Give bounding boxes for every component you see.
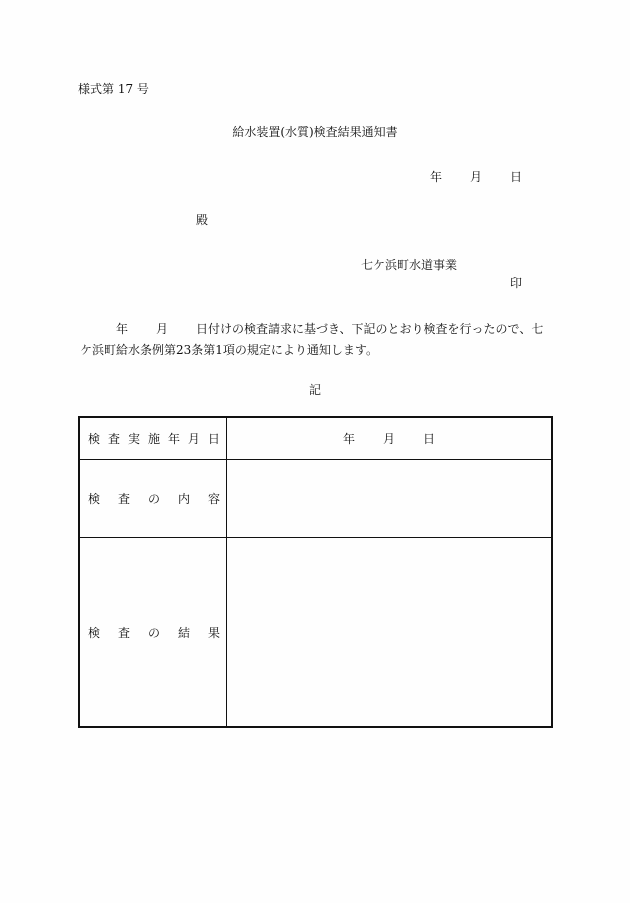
issuer-name: 七ケ浜町水道事業: [361, 258, 458, 272]
label-char: の: [147, 625, 160, 640]
label-char: 内: [177, 492, 190, 507]
label-char: 検: [88, 492, 101, 507]
label-char: 果: [207, 625, 220, 640]
body-year: 年: [116, 322, 129, 336]
seal-mark: 印: [510, 276, 523, 290]
form-number: 様式第 17 号: [78, 82, 149, 96]
table-row-inspection-content: [79, 459, 552, 538]
header-date-year: 年: [429, 170, 442, 184]
value-inspection-content[interactable]: [227, 459, 553, 538]
body-paragraph: [80, 319, 550, 361]
label-inspection-date: [79, 417, 227, 459]
label-inspection-result: [79, 538, 227, 727]
header-date-day: 日: [509, 170, 522, 184]
label-char: 容: [207, 492, 220, 507]
table-row-inspection-result: [79, 538, 552, 727]
label-char: 査: [117, 492, 130, 507]
label-char: 施: [147, 431, 160, 446]
body-month: 月: [156, 322, 169, 336]
header-date-month: 月: [469, 170, 482, 184]
inspection-table: [78, 416, 553, 728]
label-char: の: [147, 492, 160, 507]
label-char: 年: [167, 431, 180, 446]
value-inspection-date[interactable]: [227, 417, 553, 459]
label-char: 査: [117, 625, 130, 640]
header-date: [430, 170, 522, 184]
label-char: 検: [88, 625, 101, 640]
addressee-suffix: 殿: [196, 213, 209, 227]
body-text: 日付けの検査請求に基づき、下記のとおり検査を行ったので、七ケ浜町給水条例第23条第1項の規定により通知します。: [80, 322, 544, 357]
table-row-inspection-date: [79, 417, 552, 459]
inspection-date-year: 年: [342, 431, 355, 446]
label-char: 月: [187, 431, 200, 446]
label-char: 査: [107, 431, 120, 446]
note-mark: 記: [308, 383, 321, 397]
inspection-date-day: 日: [423, 431, 436, 446]
label-inspection-content: [79, 459, 227, 538]
inspection-date-month: 月: [382, 431, 395, 446]
label-char: 検: [88, 431, 101, 446]
label-char: 実: [127, 431, 140, 446]
document-title: 給水装置(水質)検査結果通知書: [232, 125, 398, 139]
label-char: 日: [207, 431, 220, 446]
label-char: 結: [177, 625, 190, 640]
value-inspection-result[interactable]: [227, 538, 553, 727]
